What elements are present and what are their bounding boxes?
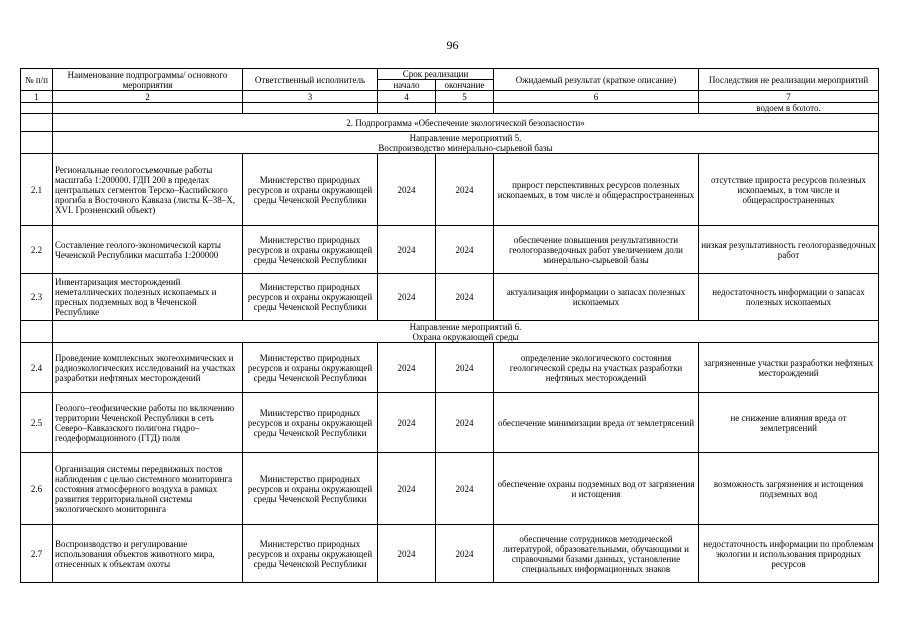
row-executor: Министерство природных ресурсов и охраны окружающей среды Чеченской Республики: [243, 525, 378, 583]
col-number: 5: [436, 91, 494, 103]
row-end: 2024: [436, 525, 494, 583]
header-num: № п/п: [21, 69, 53, 91]
table-row: [21, 343, 879, 393]
row-start: 2024: [378, 393, 436, 453]
col-number: 2: [53, 91, 243, 103]
row-result: актуализация информации о запасах полезных ископаемых: [494, 274, 699, 321]
row-name: Составление геолого-экономической карты Чеченской Республики масштаба 1:200000: [53, 226, 243, 274]
continuation-text: водоем в болото.: [699, 103, 879, 114]
row-consequences: низкая результативность геологоразведочных работ: [699, 226, 879, 274]
table-row: [21, 393, 879, 453]
col-number: 7: [699, 91, 879, 103]
subprogram-row: [21, 114, 879, 132]
row-name: Инвентаризация месторождений неметаллических полезных ископаемых и пресных подземных вод в Чеченской Республике: [53, 274, 243, 321]
table-row: [21, 525, 879, 583]
row-end: 2024: [436, 226, 494, 274]
row-result: обеспечение минимизации вреда от землетрясений: [494, 393, 699, 453]
row-name: Организация системы передвижных постов наблюдения с целью системного мониторинга состояния атмосферного воздуха в рамках развития территориальной системы экологического мониторинга: [53, 453, 243, 525]
col-number: 3: [243, 91, 378, 103]
header-start: начало: [378, 80, 436, 91]
row-end: 2024: [436, 343, 494, 393]
row-num: 2.6: [21, 453, 53, 525]
page-number: 96: [446, 38, 459, 52]
row-result: прирост перспективных ресурсов полезных ископаемых, в том числе и общераспространенных: [494, 154, 699, 226]
row-executor: Министерство природных ресурсов и охраны окружающей среды Чеченской Республики: [243, 343, 378, 393]
row-start: 2024: [378, 154, 436, 226]
row-result: обеспечение сотрудников методической литературой, образовательными, обучающими и справочными базами данных, установление специальных информационных знаков: [494, 525, 699, 583]
row-executor: Министерство природных ресурсов и охраны окружающей среды Чеченской Республики: [243, 274, 378, 321]
direction-5-title: Воспроизводство минерально-сырьевой базы: [378, 142, 553, 153]
row-num: 2.3: [21, 274, 53, 321]
header-result: Ожидаемый результат (краткое описание): [494, 69, 699, 91]
direction-row: [21, 132, 879, 154]
header-end: окончание: [436, 80, 494, 91]
row-name: Воспроизводство и регулирование использования объектов животного мира, отнесенных к объектам охоты: [53, 525, 243, 583]
table-row: [21, 274, 879, 321]
row-end: 2024: [436, 453, 494, 525]
row-executor: Министерство природных ресурсов и охраны окружающей среды Чеченской Республики: [243, 393, 378, 453]
direction-6: [53, 321, 879, 343]
row-consequences: не снижение влияния вреда от землетрясений: [699, 393, 879, 453]
row-num: 2.2: [21, 226, 53, 274]
row-consequences: недостаточность информации о запасах полезных ископаемых: [699, 274, 879, 321]
row-start: 2024: [378, 343, 436, 393]
row-name: Региональные геологосъемочные работы масштаба 1:200000. ГДП 200 в пределах центральных сегментов Терско–Каспийского прогиба в Восточного Кавказа (листы К–38–Х, XVI. Грозненский объект): [53, 154, 243, 226]
header-period: Срок реализации: [378, 69, 494, 80]
col-number: 6: [494, 91, 699, 103]
row-num: 2.4: [21, 343, 53, 393]
row-consequences: загрязненные участки разработки нефтяных месторождений: [699, 343, 879, 393]
col-number: 1: [21, 91, 53, 103]
row-start: 2024: [378, 525, 436, 583]
direction-6-number: Направление мероприятий 6.: [409, 321, 522, 332]
row-result: обеспечение охраны подземных вод от загрязнения и истощения: [494, 453, 699, 525]
row-num: 2.1: [21, 154, 53, 226]
row-executor: Министерство природных ресурсов и охраны окружающей среды Чеченской Республики: [243, 154, 378, 226]
row-start: 2024: [378, 453, 436, 525]
row-num: 2.7: [21, 525, 53, 583]
table-row: [21, 226, 879, 274]
direction-row: [21, 321, 879, 343]
row-result: обеспечение повышения результативности геологоразведочных работ увеличением доли минерально-сырьевой базы: [494, 226, 699, 274]
row-end: 2024: [436, 274, 494, 321]
row-executor: Министерство природных ресурсов и охраны окружающей среды Чеченской Республики: [243, 453, 378, 525]
row-consequences: отсутствие прироста ресурсов полезных ископаемых, в том числе и общераспространенных: [699, 154, 879, 226]
row-name: Проведение комплексных экогеохимических и радиоэкологических исследований на участках разработки нефтяных месторождений: [53, 343, 243, 393]
row-num: 2.5: [21, 393, 53, 453]
table-row: [21, 453, 879, 525]
header-consequences: Последствия не реализации мероприятий: [699, 69, 879, 91]
row-result: определение экологического состояния геологической среды на участках разработки нефтяных месторождений: [494, 343, 699, 393]
subprogram-title: 2. Подпрограмма «Обеспечение экологической безопасности»: [53, 114, 879, 132]
header-row: [21, 69, 879, 80]
direction-6-title: Охрана окружающей среды: [412, 331, 519, 342]
header-name: Наименование подпрограммы/ основного мероприятия: [53, 69, 243, 91]
table-row: [21, 154, 879, 226]
row-consequences: возможность загрязнения и истощения подземных вод: [699, 453, 879, 525]
header-executor: Ответственный исполнитель: [243, 69, 378, 91]
col-number: 4: [378, 91, 436, 103]
row-executor: Министерство природных ресурсов и охраны окружающей среды Чеченской Республики: [243, 226, 378, 274]
continuation-row: [21, 103, 879, 114]
row-start: 2024: [378, 274, 436, 321]
row-name: Геолого–геофизические работы по включению территории Чеченской Республики в сеть Северо–Кавказского полигона гидро–геодеформационного (ГГД) поля: [53, 393, 243, 453]
row-start: 2024: [378, 226, 436, 274]
row-end: 2024: [436, 393, 494, 453]
column-numbers-row: [21, 91, 879, 103]
direction-5: [53, 132, 879, 154]
row-end: 2024: [436, 154, 494, 226]
program-table: [20, 68, 879, 583]
row-consequences: недостаточность информации по проблемам экологии и использования природных ресурсов: [699, 525, 879, 583]
direction-5-number: Направление мероприятий 5.: [409, 132, 522, 143]
